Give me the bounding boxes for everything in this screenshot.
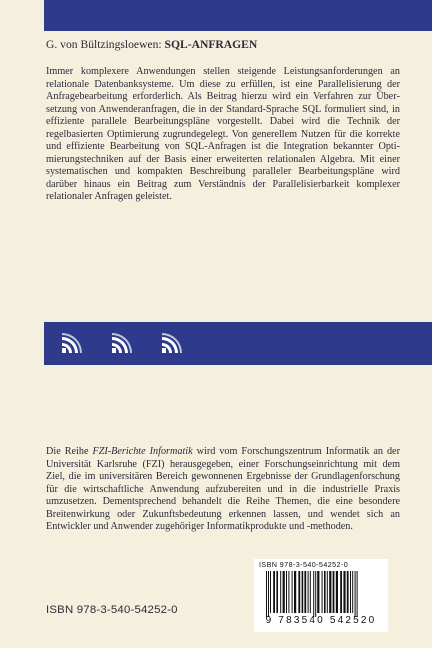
barcode-bar xyxy=(294,571,296,613)
publisher-band xyxy=(44,322,432,365)
barcode-bar xyxy=(315,571,316,617)
series-name: FZI-Berichte Informatik xyxy=(92,446,193,457)
barcode-digits: 9 783540 542520 xyxy=(265,615,377,626)
author-title-line xyxy=(46,38,426,51)
series-description xyxy=(46,446,400,534)
barcode-bar xyxy=(310,571,311,613)
abstract-text: Immer komplexere Anwendungen stellen steigende Leistungsanforderungen an relationale Datenbanksysteme. Um diese zu erfüllen, ist eine Parallelisierung der Anfragebearbeitung erforderlich. Als Beitrag hierzu wird ein Verfahren zur Übersetzung von Anwenderanfragen, die in der Standard-Sprache SQL formuliert sind, in effiziente parallele Bearbeitungspläne vorgestellt. Dabei wird die Technik der regelbasierten Optimierung zugrundegelegt. Von generellem Nutzen für die korrekte und effiziente Bearbeitung von SQL-Anfragen ist die Integration bekannter Optimierungstechniken auf der Basis einer erweiterten relationalen Algebra. Mit einer systematischen und kompakten Beschreibung paralleler Bearbeitungspläne wird darüber hinaus ein Beitrag zum Verständnis der Parallelisierbarkeit komplexer relationaler Anfragen geleistet. xyxy=(46,66,400,202)
barcode-bar xyxy=(298,571,300,613)
book-title: SQL-ANFRAGEN xyxy=(164,38,258,51)
barcode-box xyxy=(254,559,388,632)
barcode-bar xyxy=(324,571,326,613)
barcode-bar xyxy=(304,571,306,613)
barcode-bar xyxy=(343,571,345,613)
barcode-bar xyxy=(329,571,331,613)
barcode-bar xyxy=(336,571,338,613)
barcode xyxy=(264,571,378,617)
barcode-bar xyxy=(292,571,293,613)
barcode-bar xyxy=(352,571,353,613)
barcode-bar xyxy=(333,571,335,613)
author-name: G. von Bültzingsloewen: xyxy=(46,38,162,51)
fzi-logo-icon xyxy=(160,333,182,355)
barcode-bar xyxy=(280,571,281,613)
series-prefix: Die Reihe xyxy=(46,446,93,457)
barcode-bar xyxy=(347,571,349,613)
barcode-bar xyxy=(308,571,309,613)
top-color-band xyxy=(44,0,432,31)
barcode-bar xyxy=(288,571,289,613)
barcode-bar xyxy=(268,571,269,617)
barcode-bar xyxy=(273,571,275,613)
barcode-bar xyxy=(266,571,267,617)
barcode-bar xyxy=(276,571,278,613)
barcode-bar xyxy=(355,571,356,617)
barcode-bar xyxy=(357,571,358,617)
barcode-bar xyxy=(340,571,342,613)
barcode-bar xyxy=(350,571,351,613)
fzi-logo-icon xyxy=(110,333,132,355)
barcode-bar xyxy=(283,571,285,613)
barcode-bar xyxy=(327,571,328,613)
barcode-bar xyxy=(302,571,304,613)
series-text: wird vom Forschungszentrum Informatik an der Universität Karlsruhe (FZI) herausgegeben, einer Forschungseinrichtung mit dem Ziel, die im universitären Bereich gewonnenen Ergebnisse der Grundlagenforschung für die wirtschaftliche Anwendung aufzubereiten und in die industrielle Praxis umzusetzen. Dementsprechend behandelt die Reihe Themen, die eine besondere Breitenwirkung oder Zukunftsbedeutung erkennen lassen, und wendet sich an Entwickler und Anwender zugehöriger Informatikprodukte und -methoden. xyxy=(46,446,400,532)
barcode-bar xyxy=(270,571,271,613)
barcode-bar xyxy=(286,571,287,613)
barcode-bar xyxy=(313,571,314,617)
barcode-bar xyxy=(317,571,319,613)
isbn-label: ISBN 978-3-540-54252-0 xyxy=(46,604,178,616)
barcode-isbn: ISBN 978-3-540-54252-0 xyxy=(259,560,349,569)
fzi-logo-icon xyxy=(60,333,82,355)
barcode-bar xyxy=(322,571,323,613)
